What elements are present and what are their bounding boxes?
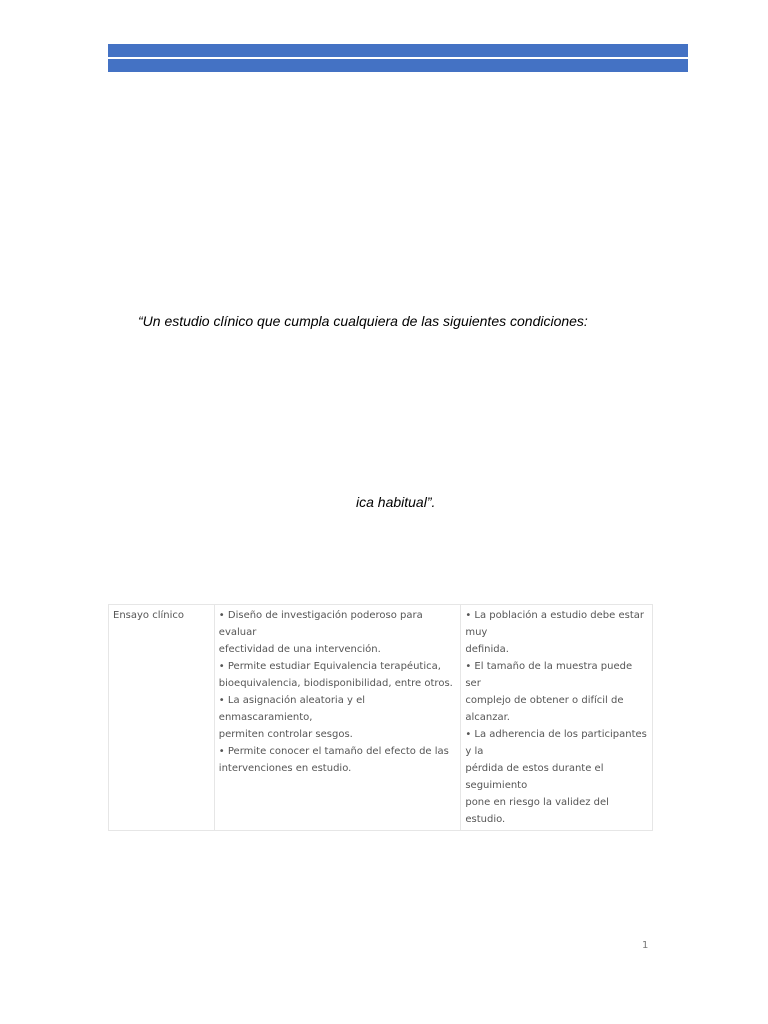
advantages-cell xyxy=(214,605,461,831)
disadvantages-cell xyxy=(461,605,653,831)
disadvantage-line: • La población a estudio debe estar muy xyxy=(465,610,644,638)
page-number: 1 xyxy=(642,940,649,951)
disadvantage-line: complejo de obtener o difícil de xyxy=(465,695,624,706)
disadvantage-line: • La adherencia de los participantes y la xyxy=(465,729,647,757)
advantage-line: • Permite estudiar Equivalencia terapéutica, xyxy=(218,661,441,672)
advantage-line: permiten controlar sesgos. xyxy=(218,729,353,740)
header-bar-top xyxy=(108,44,688,57)
advantage-line: intervenciones en estudio. xyxy=(218,763,352,774)
quote-line-2: ica habitual”. xyxy=(356,494,436,510)
advantage-line: efectividad de una intervención. xyxy=(218,644,381,655)
advantage-line: • Permite conocer el tamaño del efecto de las xyxy=(218,746,449,757)
disadvantage-line: • El tamaño de la muestra puede ser xyxy=(465,661,633,689)
advantage-line: • La asignación aleatoria y el enmascaramiento, xyxy=(218,695,366,723)
comparison-table xyxy=(108,604,653,831)
disadvantage-line: definida. xyxy=(465,644,509,655)
disadvantage-line: pérdida de estos durante el seguimiento xyxy=(465,763,604,791)
advantage-line: • Diseño de investigación poderoso para evaluar xyxy=(218,610,423,638)
study-type-cell: Ensayo clínico xyxy=(109,605,215,831)
disadvantage-line: alcanzar. xyxy=(465,712,510,723)
disadvantage-line: pone en riesgo la validez del estudio. xyxy=(465,797,609,825)
advantage-line: bioequivalencia, biodisponibilidad, entre otros. xyxy=(218,678,453,689)
quote-line-1: “Un estudio clínico que cumpla cualquiera de las siguientes condiciones: xyxy=(138,313,588,329)
table-row xyxy=(109,605,653,831)
header-bar-bottom xyxy=(108,59,688,72)
